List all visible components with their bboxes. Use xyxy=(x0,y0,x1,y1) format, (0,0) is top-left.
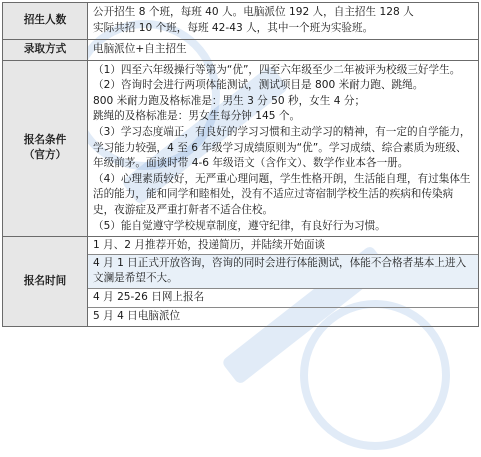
row-timeline xyxy=(3,237,479,327)
timeline-item: 5 月 4 日电脑派位 xyxy=(88,307,478,326)
row-admission xyxy=(3,40,479,61)
timeline-item: 1 月、2 月推荐开始，投递简历，并陆续开始面谈 xyxy=(93,239,326,252)
condition-item: 跳绳的及格标准是：男女生每分钟 145 个。 xyxy=(93,110,301,123)
content-timeline xyxy=(88,237,479,327)
enrollment-line: 实际共招 10 个班，每班 42-43 人，其中一个班为实验班。 xyxy=(93,22,374,34)
row-conditions xyxy=(3,60,479,237)
content-conditions xyxy=(88,60,479,237)
label-admission: 录取方式 xyxy=(3,40,88,61)
label-timeline: 报名时间 xyxy=(3,237,88,327)
condition-item: （3）学习态度端正，有良好的学习习惯和主动学习的精神，有一定的自学能力，学习能力较强，4 至 6 年级学习成绩原则为“优”。学习成绩、综合素质为班级、年级前茅。面谈时带 4-6 年级语文（含作文）、数学作业本各一册。 xyxy=(93,125,471,170)
content-admission xyxy=(88,40,479,61)
timeline-item: 4 月 1 日正式开放咨询，咨询的同时会进行体能测试，体能不合格者基本上进入文澜是希望不大。 xyxy=(88,254,478,288)
row-enrollment xyxy=(3,3,479,40)
condition-item: （5）能自觉遵守学校规章制度，遵守纪律，有良好行为习惯。 xyxy=(93,219,386,232)
label-conditions-main: 报名条件 xyxy=(23,133,67,146)
admission-info-table xyxy=(2,2,479,327)
condition-item: （2）咨询时会进行两项体能测试，测试项目是 800 米耐力跑、跳绳。 xyxy=(93,79,424,92)
admission-line: 电脑派位+自主招生 xyxy=(93,43,187,55)
condition-item: （4）心理素质较好，无严重心理问题，学生性格开朗，生活能自理，有过集体生活的能力，能和同学和睦相处，没有不适应过寄宿制学校生活的疾病和传染病史，夜游症及严重打鼾者不适合住校。 xyxy=(93,172,471,216)
content-enrollment xyxy=(88,3,479,40)
label-enrollment: 招生人数 xyxy=(3,3,88,40)
timeline-item: 4 月 25-26 日网上报名 xyxy=(88,288,478,307)
enrollment-line: 公开招生 8 个班，每班 40 人。电脑派位 192 人，自主招生 128 人 xyxy=(93,6,414,19)
label-conditions xyxy=(3,60,88,237)
label-conditions-sub: （官方） xyxy=(23,149,67,162)
condition-item: 800 米耐力跑及格标准是：男生 3 分 50 秒，女生 4 分； xyxy=(93,94,366,107)
condition-item: （1）四至六年级操行等第为“优”，四至六年级至少二年被评为校级三好学生。 xyxy=(93,63,461,76)
